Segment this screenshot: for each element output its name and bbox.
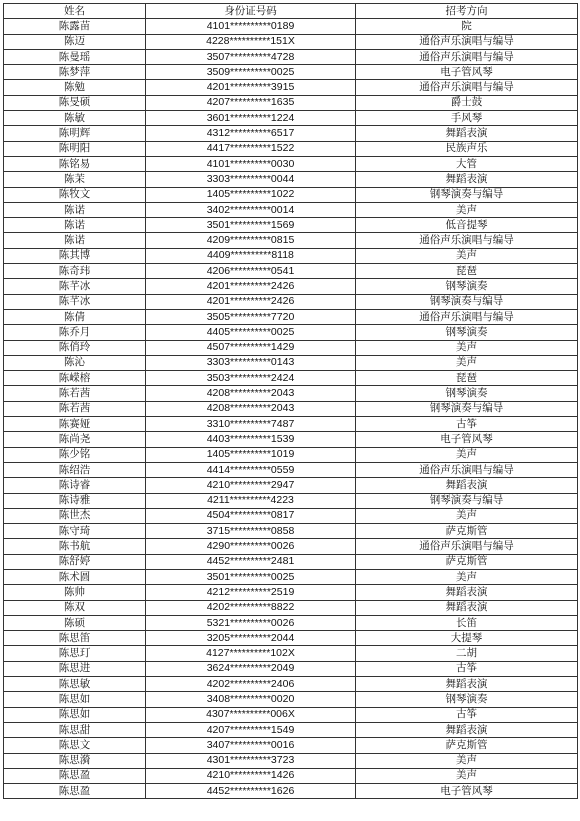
cell-name: 陈思如 xyxy=(4,692,146,707)
cell-id-number: 4417**********1522 xyxy=(146,141,356,156)
table-row xyxy=(4,631,578,646)
cell-id-number: 3624**********2049 xyxy=(146,661,356,676)
table-row xyxy=(4,707,578,722)
cell-name: 陈思文 xyxy=(4,738,146,753)
cell-id-number: 3507**********4728 xyxy=(146,49,356,64)
table-row xyxy=(4,279,578,294)
cell-name: 陈乔月 xyxy=(4,325,146,340)
table-row xyxy=(4,753,578,768)
cell-id-number: 4201**********2426 xyxy=(146,279,356,294)
table-header-row xyxy=(4,4,578,19)
table-row xyxy=(4,615,578,630)
table-row xyxy=(4,539,578,554)
table-row xyxy=(4,478,578,493)
cell-id-number: 4507**********1429 xyxy=(146,340,356,355)
cell-name: 陈赛娅 xyxy=(4,417,146,432)
cell-direction: 通俗声乐演唱与编导 xyxy=(356,34,578,49)
cell-direction: 美声 xyxy=(356,508,578,523)
cell-direction: 通俗声乐演唱与编导 xyxy=(356,233,578,248)
cell-name: 陈思玎 xyxy=(4,646,146,661)
cell-id-number: 4211**********4223 xyxy=(146,493,356,508)
cell-id-number: 4208**********2043 xyxy=(146,386,356,401)
cell-id-number: 4403**********1539 xyxy=(146,432,356,447)
cell-name: 陈绍浩 xyxy=(4,462,146,477)
table-row xyxy=(4,156,578,171)
cell-id-number: 4202**********2406 xyxy=(146,677,356,692)
cell-name: 陈迈 xyxy=(4,34,146,49)
cell-direction: 爵士鼓 xyxy=(356,95,578,110)
table-row xyxy=(4,508,578,523)
table-row xyxy=(4,386,578,401)
table-row xyxy=(4,585,578,600)
cell-name: 陈沁 xyxy=(4,355,146,370)
cell-direction: 钢琴演奏与编导 xyxy=(356,401,578,416)
cell-id-number: 3501**********1569 xyxy=(146,218,356,233)
cell-name: 陈牧文 xyxy=(4,187,146,202)
cell-name: 陈茉 xyxy=(4,172,146,187)
table-row xyxy=(4,554,578,569)
cell-direction: 舞蹈表演 xyxy=(356,677,578,692)
cell-direction: 美声 xyxy=(356,248,578,263)
cell-name: 陈俏玲 xyxy=(4,340,146,355)
table-row xyxy=(4,661,578,676)
cell-direction: 电子管风琴 xyxy=(356,784,578,799)
table-row xyxy=(4,355,578,370)
cell-direction: 古筝 xyxy=(356,707,578,722)
cell-name: 陈思甜 xyxy=(4,722,146,737)
cell-name: 陈思漪 xyxy=(4,753,146,768)
table-row xyxy=(4,49,578,64)
cell-name: 陈若茜 xyxy=(4,386,146,401)
cell-id-number: 3509**********0025 xyxy=(146,65,356,80)
table-row xyxy=(4,309,578,324)
cell-direction: 大管 xyxy=(356,156,578,171)
cell-direction: 美声 xyxy=(356,569,578,584)
table-row xyxy=(4,600,578,615)
cell-id-number: 4202**********8822 xyxy=(146,600,356,615)
cell-direction: 萨克斯管 xyxy=(356,524,578,539)
cell-id-number: 4207**********1635 xyxy=(146,95,356,110)
cell-direction: 手风琴 xyxy=(356,111,578,126)
cell-name: 陈舒婷 xyxy=(4,554,146,569)
cell-name: 陈若茜 xyxy=(4,401,146,416)
table-row xyxy=(4,65,578,80)
table-row xyxy=(4,233,578,248)
table-row xyxy=(4,784,578,799)
cell-direction: 舞蹈表演 xyxy=(356,126,578,141)
table-row xyxy=(4,569,578,584)
cell-name: 陈芊冰 xyxy=(4,294,146,309)
cell-direction: 钢琴演奏 xyxy=(356,279,578,294)
cell-direction: 琵琶 xyxy=(356,264,578,279)
cell-id-number: 3505**********7720 xyxy=(146,309,356,324)
cell-direction: 舞蹈表演 xyxy=(356,600,578,615)
cell-name: 陈硕 xyxy=(4,615,146,630)
cell-direction: 钢琴演奏 xyxy=(356,386,578,401)
cell-id-number: 3501**********0025 xyxy=(146,569,356,584)
cell-name: 陈曼瑶 xyxy=(4,49,146,64)
cell-id-number: 4405**********0025 xyxy=(146,325,356,340)
cell-name: 陈梦萍 xyxy=(4,65,146,80)
cell-name: 陈思盈 xyxy=(4,784,146,799)
cell-id-number: 1405**********1022 xyxy=(146,187,356,202)
cell-direction: 钢琴演奏 xyxy=(356,692,578,707)
cell-direction: 院 xyxy=(356,19,578,34)
table-row xyxy=(4,371,578,386)
cell-id-number: 4504**********0817 xyxy=(146,508,356,523)
cell-id-number: 3601**********1224 xyxy=(146,111,356,126)
cell-direction: 古筝 xyxy=(356,417,578,432)
header-direction: 招考方向 xyxy=(356,4,578,19)
table-row xyxy=(4,768,578,783)
cell-direction: 美声 xyxy=(356,768,578,783)
cell-id-number: 4207**********1549 xyxy=(146,722,356,737)
table-row xyxy=(4,264,578,279)
cell-direction: 钢琴演奏与编导 xyxy=(356,493,578,508)
cell-id-number: 1405**********1019 xyxy=(146,447,356,462)
cell-id-number: 4301**********3723 xyxy=(146,753,356,768)
cell-direction: 舞蹈表演 xyxy=(356,172,578,187)
cell-name: 陈思如 xyxy=(4,707,146,722)
table-row xyxy=(4,646,578,661)
table-row xyxy=(4,524,578,539)
cell-id-number: 4201**********3915 xyxy=(146,80,356,95)
cell-name: 陈敏 xyxy=(4,111,146,126)
cell-name: 陈旻硕 xyxy=(4,95,146,110)
cell-name: 陈奇玮 xyxy=(4,264,146,279)
cell-name: 陈思笛 xyxy=(4,631,146,646)
cell-id-number: 4312**********6517 xyxy=(146,126,356,141)
cell-direction: 美声 xyxy=(356,340,578,355)
cell-id-number: 3715**********0858 xyxy=(146,524,356,539)
cell-id-number: 4210**********2947 xyxy=(146,478,356,493)
table-row xyxy=(4,692,578,707)
table-row xyxy=(4,417,578,432)
cell-id-number: 3503**********2424 xyxy=(146,371,356,386)
cell-id-number: 4228**********151X xyxy=(146,34,356,49)
header-id-number: 身份证号码 xyxy=(146,4,356,19)
cell-id-number: 4307**********006X xyxy=(146,707,356,722)
cell-name: 陈守琦 xyxy=(4,524,146,539)
table-row xyxy=(4,432,578,447)
cell-name: 陈尚尧 xyxy=(4,432,146,447)
cell-name: 陈芊冰 xyxy=(4,279,146,294)
cell-direction: 美声 xyxy=(356,355,578,370)
cell-direction: 美声 xyxy=(356,202,578,217)
applicant-table xyxy=(3,3,578,799)
cell-direction: 大提琴 xyxy=(356,631,578,646)
table-row xyxy=(4,738,578,753)
table-row xyxy=(4,111,578,126)
table-row xyxy=(4,294,578,309)
table-row xyxy=(4,141,578,156)
cell-direction: 萨克斯管 xyxy=(356,738,578,753)
cell-name: 陈思盈 xyxy=(4,768,146,783)
cell-id-number: 4206**********0541 xyxy=(146,264,356,279)
cell-direction: 萨克斯管 xyxy=(356,554,578,569)
cell-name: 陈帅 xyxy=(4,585,146,600)
table-row xyxy=(4,126,578,141)
cell-id-number: 3303**********0143 xyxy=(146,355,356,370)
cell-direction: 通俗声乐演唱与编导 xyxy=(356,539,578,554)
cell-direction: 美声 xyxy=(356,447,578,462)
cell-name: 陈其博 xyxy=(4,248,146,263)
cell-id-number: 4208**********2043 xyxy=(146,401,356,416)
cell-direction: 民族声乐 xyxy=(356,141,578,156)
cell-name: 陈诗睿 xyxy=(4,478,146,493)
cell-name: 陈思敏 xyxy=(4,677,146,692)
cell-direction: 长笛 xyxy=(356,615,578,630)
cell-name: 陈明辉 xyxy=(4,126,146,141)
cell-id-number: 4452**********2481 xyxy=(146,554,356,569)
cell-direction: 钢琴演奏 xyxy=(356,325,578,340)
table-row xyxy=(4,677,578,692)
cell-id-number: 4209**********0815 xyxy=(146,233,356,248)
cell-id-number: 5321**********0026 xyxy=(146,615,356,630)
cell-name: 陈诺 xyxy=(4,202,146,217)
cell-name: 陈明阳 xyxy=(4,141,146,156)
cell-direction: 古筝 xyxy=(356,661,578,676)
cell-id-number: 4127**********102X xyxy=(146,646,356,661)
table-row xyxy=(4,447,578,462)
table-row xyxy=(4,34,578,49)
cell-id-number: 3408**********0020 xyxy=(146,692,356,707)
cell-direction: 钢琴演奏与编导 xyxy=(356,294,578,309)
cell-id-number: 4101**********0030 xyxy=(146,156,356,171)
cell-direction: 通俗声乐演唱与编导 xyxy=(356,462,578,477)
cell-direction: 琵琶 xyxy=(356,371,578,386)
cell-name: 陈少铭 xyxy=(4,447,146,462)
cell-id-number: 3310**********7487 xyxy=(146,417,356,432)
table-row xyxy=(4,95,578,110)
cell-id-number: 4212**********2519 xyxy=(146,585,356,600)
cell-direction: 美声 xyxy=(356,753,578,768)
cell-direction: 通俗声乐演唱与编导 xyxy=(356,49,578,64)
cell-name: 陈诗雅 xyxy=(4,493,146,508)
table-row xyxy=(4,401,578,416)
cell-direction: 电子管风琴 xyxy=(356,432,578,447)
table-row xyxy=(4,248,578,263)
cell-id-number: 4452**********1626 xyxy=(146,784,356,799)
cell-name: 陈露苗 xyxy=(4,19,146,34)
cell-name: 陈倩 xyxy=(4,309,146,324)
cell-direction: 通俗声乐演唱与编导 xyxy=(356,80,578,95)
table-row xyxy=(4,340,578,355)
table-row xyxy=(4,218,578,233)
cell-id-number: 3303**********0044 xyxy=(146,172,356,187)
cell-id-number: 4414**********0559 xyxy=(146,462,356,477)
header-name: 姓名 xyxy=(4,4,146,19)
table-row xyxy=(4,19,578,34)
cell-name: 陈诺 xyxy=(4,233,146,248)
table-row xyxy=(4,187,578,202)
cell-direction: 电子管风琴 xyxy=(356,65,578,80)
cell-direction: 舞蹈表演 xyxy=(356,722,578,737)
cell-id-number: 4409**********8118 xyxy=(146,248,356,263)
cell-name: 陈诺 xyxy=(4,218,146,233)
table-row xyxy=(4,722,578,737)
cell-name: 陈书航 xyxy=(4,539,146,554)
table-body xyxy=(4,19,578,799)
table-row xyxy=(4,172,578,187)
cell-id-number: 3402**********0014 xyxy=(146,202,356,217)
table-row xyxy=(4,202,578,217)
cell-direction: 钢琴演奏与编导 xyxy=(356,187,578,202)
cell-id-number: 3407**********0016 xyxy=(146,738,356,753)
cell-name: 陈双 xyxy=(4,600,146,615)
cell-name: 陈思进 xyxy=(4,661,146,676)
cell-name: 陈嵘榕 xyxy=(4,371,146,386)
table-row xyxy=(4,493,578,508)
cell-name: 陈术圆 xyxy=(4,569,146,584)
cell-id-number: 4290**********0026 xyxy=(146,539,356,554)
cell-name: 陈铭易 xyxy=(4,156,146,171)
table-row xyxy=(4,80,578,95)
cell-direction: 二胡 xyxy=(356,646,578,661)
table-row xyxy=(4,462,578,477)
cell-id-number: 4101**********0189 xyxy=(146,19,356,34)
cell-id-number: 3205**********2044 xyxy=(146,631,356,646)
cell-direction: 通俗声乐演唱与编导 xyxy=(356,309,578,324)
cell-name: 陈勉 xyxy=(4,80,146,95)
cell-id-number: 4201**********2426 xyxy=(146,294,356,309)
cell-direction: 舞蹈表演 xyxy=(356,585,578,600)
cell-direction: 舞蹈表演 xyxy=(356,478,578,493)
cell-id-number: 4210**********1426 xyxy=(146,768,356,783)
cell-direction: 低音提琴 xyxy=(356,218,578,233)
cell-name: 陈世杰 xyxy=(4,508,146,523)
table-row xyxy=(4,325,578,340)
